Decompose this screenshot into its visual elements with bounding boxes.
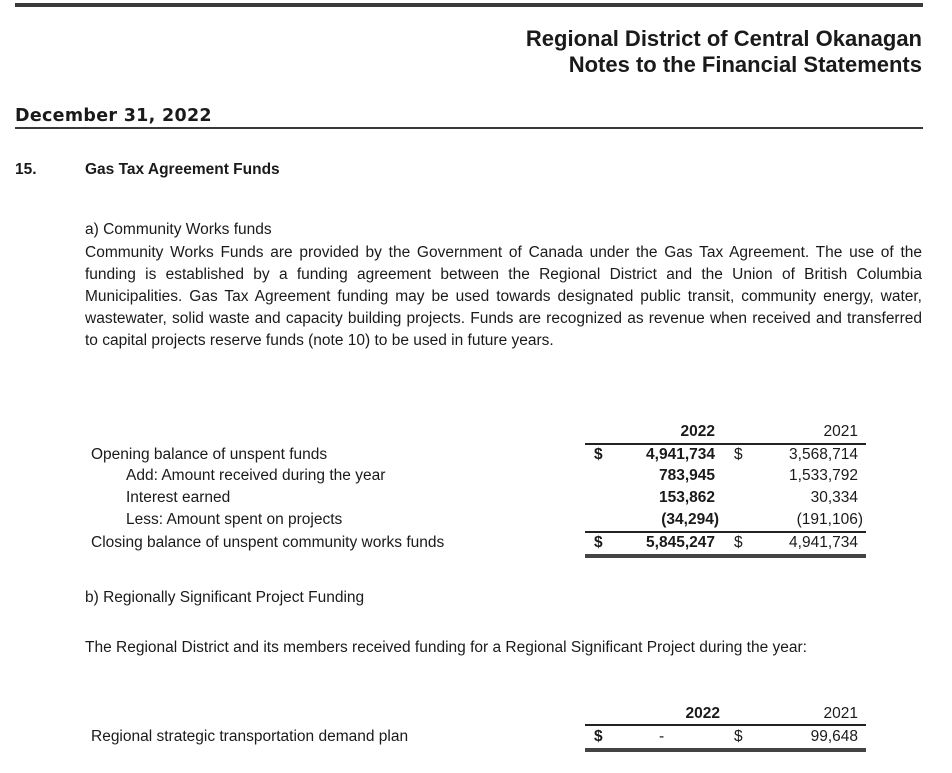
statement-date: December 31, 2022 bbox=[15, 106, 212, 126]
row-label: Interest earned bbox=[126, 489, 231, 506]
org-title: Regional District of Central Okanagan bbox=[525, 26, 922, 51]
section-b-heading: b) Regionally Significant Project Funding bbox=[85, 589, 365, 606]
currency-sign: $ bbox=[594, 446, 603, 463]
value-2021: 99,648 bbox=[810, 728, 858, 745]
value-2021: 30,334 bbox=[810, 489, 858, 506]
header-rule bbox=[585, 724, 866, 726]
note-number: 15. bbox=[15, 161, 37, 178]
section-a-paragraph: Community Works Funds are provided by the Government of Canada under the Gas Tax Agreement. The use of the funding is established by a funding agreement between the Regional District and the Union of British Columbia Municipalities. Gas Tax Agreement funding may be used towards designated public transit, community energy, water, wastewater, solid waste and capacity building projects. Funds are recognized as revenue when received and transferred to capital projects reserve funds (note 10) to be used in future years. bbox=[85, 244, 922, 349]
section-b-paragraph: The Regional District and its members received funding for a Regional Significant Project during the year: bbox=[85, 639, 807, 656]
col-2021-header: 2021 bbox=[823, 705, 858, 722]
value-2021: 3,568,714 bbox=[789, 446, 858, 463]
currency-sign: $ bbox=[734, 446, 743, 463]
currency-sign: $ bbox=[734, 534, 743, 551]
value-2022: 783,945 bbox=[658, 467, 715, 484]
row-label: Less: Amount spent on projects bbox=[126, 511, 343, 528]
col-2022-header: 2022 bbox=[680, 423, 715, 440]
total-double-rule bbox=[585, 554, 866, 558]
date-rule bbox=[15, 127, 923, 129]
top-rule bbox=[15, 3, 923, 7]
row-label: Regional strategic transportation demand plan bbox=[91, 728, 409, 745]
value-2022: 5,845,247 bbox=[646, 534, 715, 551]
value-2022: 153,862 bbox=[658, 489, 715, 506]
col-2022-header: 2022 bbox=[685, 705, 720, 722]
row-label: Add: Amount received during the year bbox=[126, 467, 386, 484]
currency-sign: $ bbox=[594, 728, 603, 745]
note-title: Gas Tax Agreement Funds bbox=[85, 161, 280, 178]
currency-sign: $ bbox=[594, 534, 603, 551]
value-2022: 4,941,734 bbox=[646, 446, 715, 463]
row-label: Opening balance of unspent funds bbox=[91, 446, 328, 463]
section-a-heading: a) Community Works funds bbox=[85, 221, 272, 238]
total-double-rule bbox=[585, 748, 866, 752]
value-2022: - bbox=[659, 728, 665, 745]
subtotal-rule bbox=[585, 531, 866, 533]
value-2021: 4,941,734 bbox=[789, 534, 858, 551]
value-2021: (191,106) bbox=[796, 511, 863, 528]
value-2022: (34,294) bbox=[661, 511, 719, 528]
header-rule bbox=[585, 443, 866, 445]
row-label: Closing balance of unspent community works funds bbox=[91, 534, 445, 551]
value-2021: 1,533,792 bbox=[789, 467, 858, 484]
doc-subtitle: Notes to the Financial Statements bbox=[568, 52, 922, 77]
col-2021-header: 2021 bbox=[823, 423, 858, 440]
currency-sign: $ bbox=[734, 728, 743, 745]
